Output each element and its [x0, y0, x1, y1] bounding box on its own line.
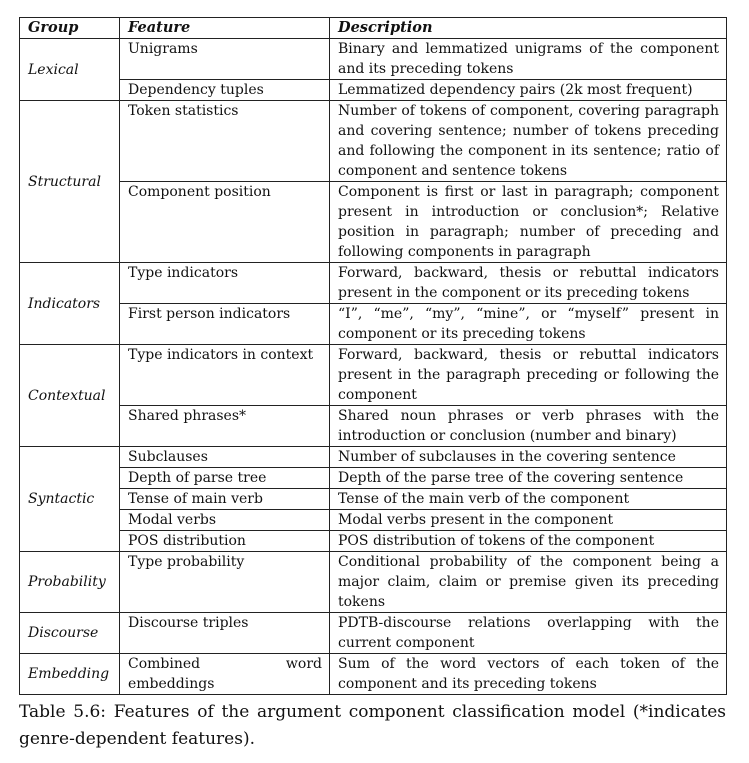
- table-row: [20, 182, 727, 263]
- group-embedding: Embedding: [20, 654, 120, 695]
- table-row: [20, 80, 727, 101]
- description-cell: Tense of the main verb of the component: [330, 489, 727, 510]
- table-row: [20, 510, 727, 531]
- group-contextual: Contextual: [20, 345, 120, 447]
- table-row: [20, 304, 727, 345]
- description-cell: Forward, backward, thesis or rebuttal indicators present in the paragraph preceding or following the component: [330, 345, 727, 406]
- header-group: Group: [20, 18, 120, 39]
- feature-cell: Tense of main verb: [120, 489, 330, 510]
- group-syntactic: Syntactic: [20, 447, 120, 552]
- feature-cell: Component position: [120, 182, 330, 263]
- feature-cell: Token statistics: [120, 101, 330, 182]
- group-probability: Probability: [20, 552, 120, 613]
- table-row: [20, 654, 727, 695]
- description-cell: PDTB-discourse relations overlapping with the current component: [330, 613, 727, 654]
- description-cell: Binary and lemmatized unigrams of the component and its preceding tokens: [330, 39, 727, 80]
- table-row: [20, 468, 727, 489]
- feature-cell: Depth of parse tree: [120, 468, 330, 489]
- description-cell: Conditional probability of the component being a major claim, claim or premise given its preceding tokens: [330, 552, 727, 613]
- description-cell: Sum of the word vectors of each token of the component and its preceding tokens: [330, 654, 727, 695]
- table-row: [20, 447, 727, 468]
- features-table: [19, 17, 727, 695]
- feature-cell: Type probability: [120, 552, 330, 613]
- description-cell: “I”, “me”, “my”, “mine”, or “myself” present in component or its preceding tokens: [330, 304, 727, 345]
- table-row: [20, 552, 727, 613]
- table-row: [20, 101, 727, 182]
- table-row: [20, 345, 727, 406]
- description-cell: Number of tokens of component, covering paragraph and covering sentence; number of tokens preceding and following the component in its sentence; ratio of component and sentence tokens: [330, 101, 727, 182]
- feature-cell: Shared phrases*: [120, 406, 330, 447]
- description-cell: POS distribution of tokens of the component: [330, 531, 727, 552]
- description-cell: Number of subclauses in the covering sentence: [330, 447, 727, 468]
- group-discourse: Discourse: [20, 613, 120, 654]
- table-row: [20, 39, 727, 80]
- feature-cell: Discourse triples: [120, 613, 330, 654]
- feature-cell: Subclauses: [120, 447, 330, 468]
- table-caption: Table 5.6: Features of the argument component classification model (*indicates genre-dependent features).: [19, 702, 726, 749]
- feature-cell: Modal verbs: [120, 510, 330, 531]
- header-description: Description: [330, 18, 727, 39]
- feature-cell: Combined word embeddings: [120, 654, 330, 695]
- header-feature: Feature: [120, 18, 330, 39]
- description-cell: Shared noun phrases or verb phrases with the introduction or conclusion (number and binary): [330, 406, 727, 447]
- table-row: [20, 613, 727, 654]
- description-cell: Modal verbs present in the component: [330, 510, 727, 531]
- feature-cell: Type indicators in context: [120, 345, 330, 406]
- group-indicators: Indicators: [20, 263, 120, 345]
- description-cell: Forward, backward, thesis or rebuttal indicators present in the component or its preceding tokens: [330, 263, 727, 304]
- feature-cell: Dependency tuples: [120, 80, 330, 101]
- group-structural: Structural: [20, 101, 120, 263]
- description-cell: Depth of the parse tree of the covering sentence: [330, 468, 727, 489]
- header-row: [20, 18, 727, 39]
- feature-cell: Type indicators: [120, 263, 330, 304]
- feature-cell: POS distribution: [120, 531, 330, 552]
- description-cell: Component is first or last in paragraph; component present in introduction or conclusion*; Relative position in paragraph; number of preceding and following components in paragraph: [330, 182, 727, 263]
- group-lexical: Lexical: [20, 39, 120, 101]
- table-row: [20, 489, 727, 510]
- feature-cell: Unigrams: [120, 39, 330, 80]
- feature-cell: First person indicators: [120, 304, 330, 345]
- table-row: [20, 406, 727, 447]
- table-row: [20, 263, 727, 304]
- description-cell: Lemmatized dependency pairs (2k most frequent): [330, 80, 727, 101]
- table-row: [20, 531, 727, 552]
